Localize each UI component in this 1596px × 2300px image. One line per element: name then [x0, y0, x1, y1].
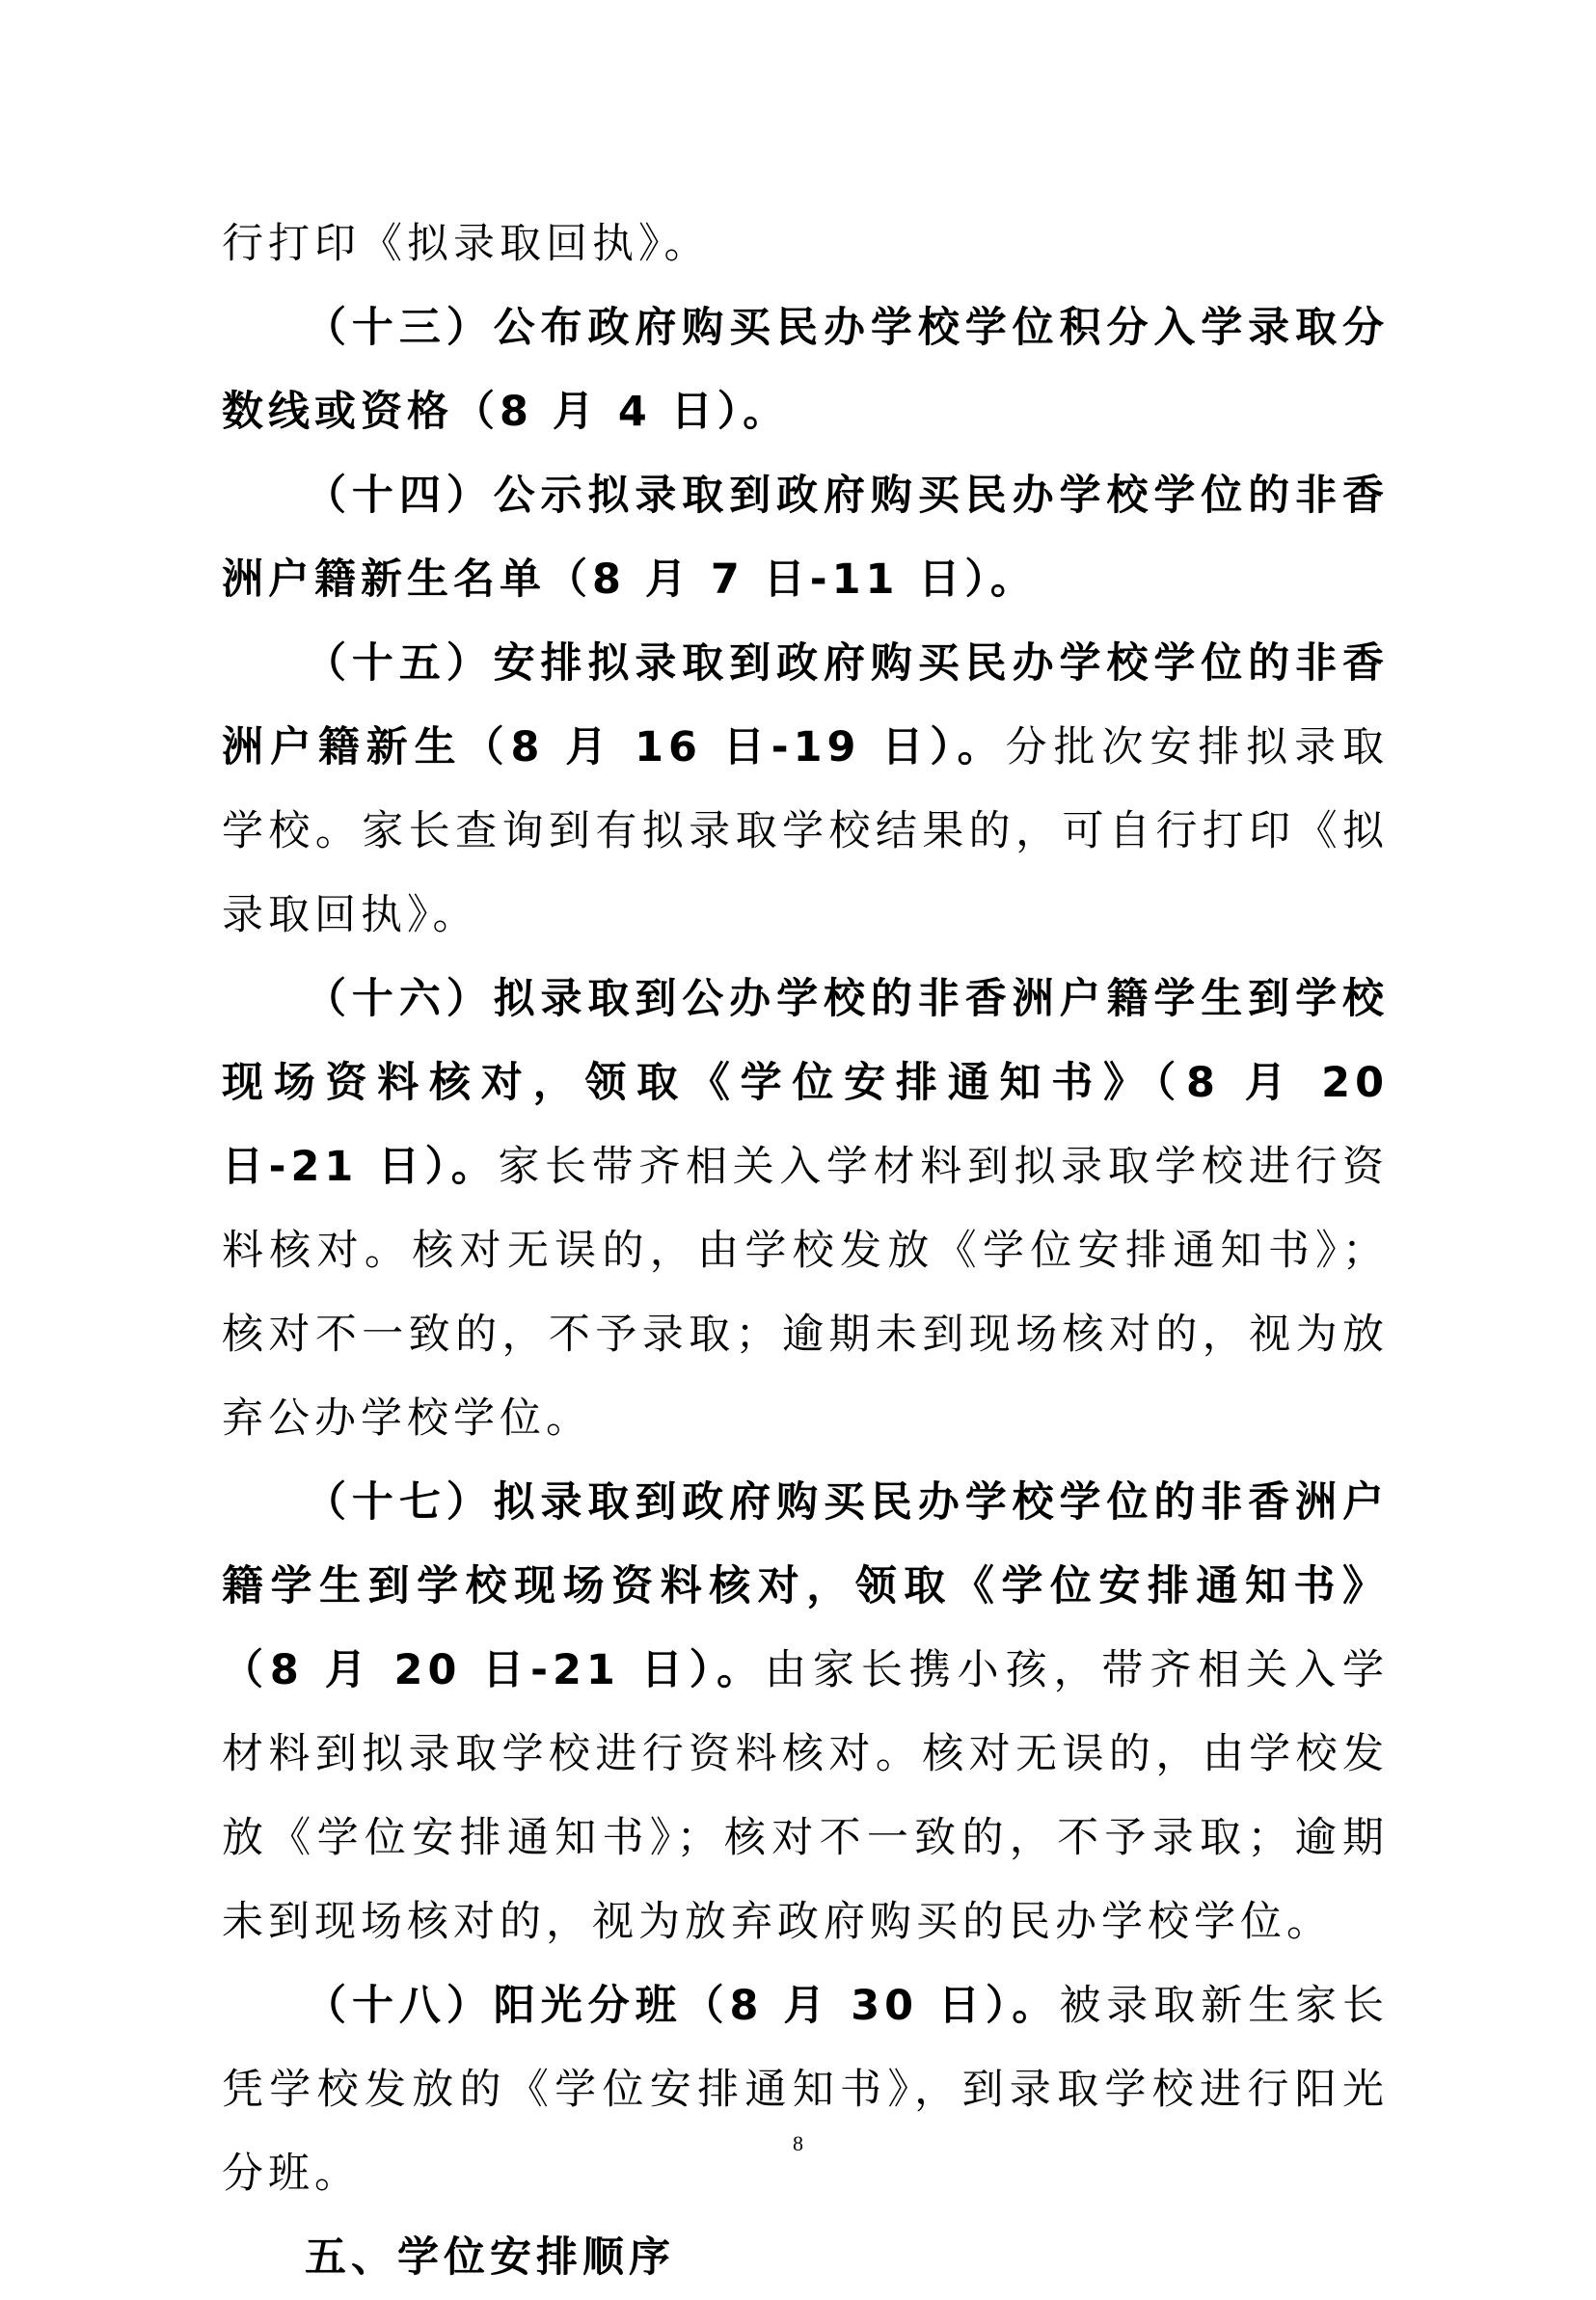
paragraph-lead: （十八）阳光分班（8 月 30 日）。: [305, 1982, 1060, 2030]
paragraph-lead: （十六）拟录取到公办学校的非香洲户籍学生到学校现场资料核对，领取《学位安排通知书》（8 月 20 日-21 日）。: [222, 975, 1389, 1191]
paragraph-item-17: [222, 1461, 1389, 1964]
paragraph-item-13: [222, 286, 1389, 454]
paragraph-lead: （十三）公布政府购买民办学校学位积分入学录取分数线或资格（8 月 4 日）。: [222, 304, 1389, 436]
paragraph-lead: （十五）安排拟录取到政府购买民办学校学位的非香洲户籍新生（8 月 16 日-19 日）。: [222, 639, 1389, 771]
paragraph-item-14: [222, 454, 1389, 622]
section-heading: 五、学位安排顺序: [305, 2233, 675, 2282]
document-body: [222, 203, 1389, 2300]
paragraph-body: 分批次安排拟录取学校。家长查询到有拟录取学校结果的，可自行打印《拟录取回执》。: [222, 723, 1389, 939]
paragraph-lead: （十四）公示拟录取到政府购买民办学校学位的非香洲户籍新生名单（8 月 7 日-11 日）。: [222, 472, 1389, 604]
paragraph-lead: （十七）拟录取到政府购买民办学校学位的非香洲户籍学生到学校现场资料核对，领取《学位安排通知书》（8 月 20 日-21 日）。: [222, 1478, 1389, 1694]
paragraph-item-18: [222, 1964, 1389, 2216]
paragraph-body: 由家长携小孩，带齐相关入学材料到拟录取学校进行资料核对。核对无误的，由学校发放《学位安排通知书》；核对不一致的，不予录取；逾期未到现场核对的，视为放弃政府购买的民办学校学位。: [222, 1646, 1390, 1946]
paragraph-item-15: [222, 622, 1389, 958]
paragraph-body: 被录取新生家长凭学校发放的《学位安排通知书》，到录取学校进行阳光分班。: [222, 1982, 1390, 2198]
paragraph-body: 行打印《拟录取回执》。: [222, 220, 711, 268]
page-number: 8: [793, 2131, 803, 2155]
paragraph-item-16: [222, 958, 1389, 1461]
paragraph-continuation: [222, 203, 1389, 286]
paragraph-body: 家长带齐相关入学材料到拟录取学校进行资料核对。核对无误的，由学校发放《学位安排通知书》；核对不一致的，不予录取；逾期未到现场核对的，视为放弃公办学校学位。: [222, 1143, 1390, 1443]
